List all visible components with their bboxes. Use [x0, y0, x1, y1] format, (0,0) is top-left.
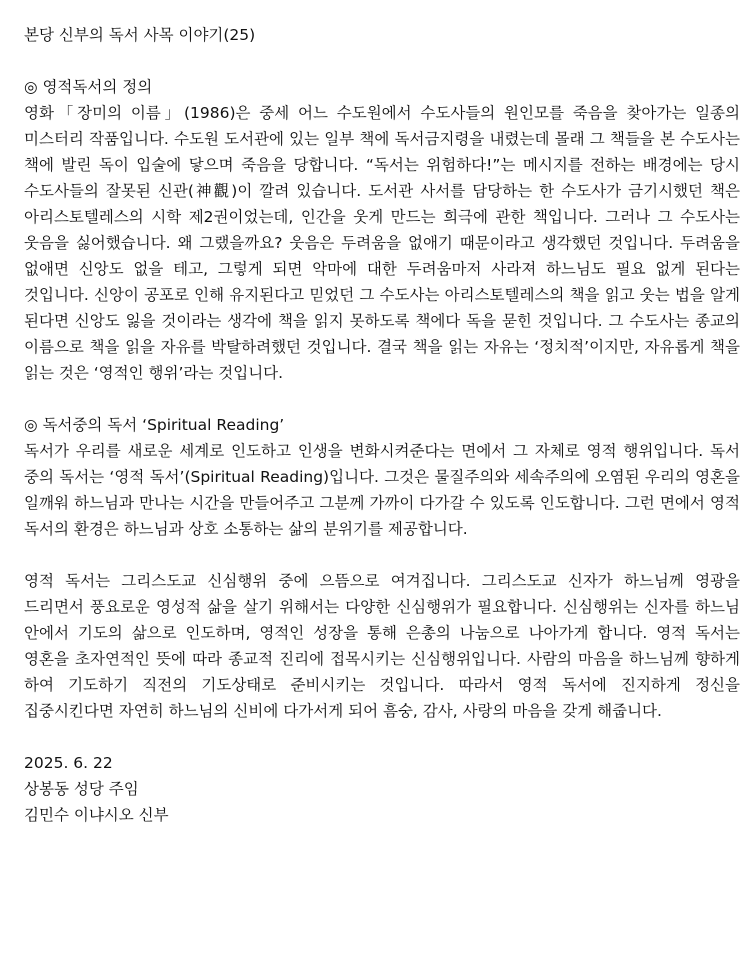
section-body-definition: 영화「장미의 이름」(1986)은 중세 어느 수도원에서 수도사들의 원인모를 죽음을 찾아가는 일종의 미스터리 작품입니다. 수도원 도서관에 있는 일부 책에 독서금지령을 내렸는데 몰래 그 책들을 본 수도사는 책에 발린 독이 입술에 닿으며 죽음을 당합니다. “독서는 위험하다!”는 메시지를 전하는 배경에는 당시 수도사들의 잘못된 신관(神觀)이 깔려 있습니다. 도서관 사서를 담당하는 한 수도사가 금기시했던 책은 아리스토텔레스의 시학 제2권이었는데, 인간을 웃게 만드는 희극에 관한 책입니다. 그러나 그 수도사는 웃음을 싫어했습니다. 왜 그랬을까요? 웃음은 두려움을 없애기 때문이라고 생각했던 것입니다. 두려움을 없애면 신앙도 없을 테고, 그렇게 되면 악마에 대한 두려움마저 사라져 하느님도 필요 없게 된다는 것입니다. 신앙이 공포로 인해 유지된다고 믿었던 그 수도사는 아리스토텔레스의 책을 읽고 웃는 법을 알게 된다면 신앙도 잃을 것이라는 생각에 책을 읽지 못하도록 책에다 독을 묻힌 것입니다. 그 수도사는 종교의 이름으로 책을 읽을 자유를 박탈하려했던 것입니다. 결국 책을 읽는 자유는 ‘정치적’이지만, 자유롭게 책을 읽는 것은 ‘영적인 행위’라는 것입니다.	[24, 104, 740, 382]
spacer	[24, 48, 740, 74]
spacer	[24, 724, 740, 750]
signature-date: 2025. 6. 22	[24, 754, 113, 772]
section-body-spiritual-reading: 독서가 우리를 새로운 세계로 인도하고 인생을 변화시켜준다는 면에서 그 자체로 영적 행위입니다. 독서 중의 독서는 ‘영적 독서’(Spiritual Reading)입니다. 그것은 물질주의와 세속주의에 오염된 우리의 영혼을 일깨워 하느님과 만나는 시간을 만들어주고 그분께 가까이 다가갈 수 있도록 인도합니다. 그런 면에서 영적 독서의 환경은 하느님과 상호 소통하는 삶의 분위기를 제공합니다.	[24, 442, 740, 538]
spacer	[24, 542, 740, 568]
signature-name: 김민수 이냐시오 신부	[24, 806, 169, 824]
section-heading-definition: ◎ 영적독서의 정의	[24, 78, 153, 96]
document-title: 본당 신부의 독서 사목 이야기(25)	[24, 26, 256, 44]
section-body-devotion: 영적 독서는 그리스도교 신심행위 중에 으뜸으로 여겨집니다. 그리스도교 신자가 하느님께 영광을 드리면서 풍요로운 영성적 삶을 살기 위해서는 다양한 신심행위가 필요합니다. 신심행위는 신자를 하느님 안에서 기도의 삶으로 인도하며, 영적인 성장을 통해 은총의 나눔으로 나아가게 합니다. 영적 독서는 영혼을 초자연적인 뜻에 따라 종교적 진리에 접목시키는 신심행위입니다. 사람의 마음을 하느님께 향하게 하여 기도하기 직전의 기도상태로 준비시키는 것입니다. 따라서 영적 독서에 진지하게 정신을 집중시킨다면 자연히 하느님의 신비에 다가서게 되어 흠숭, 감사, 사랑의 마음을 갖게 해줍니다.	[24, 572, 740, 720]
signature-position: 상봉동 성당 주임	[24, 780, 139, 798]
section-heading-spiritual-reading: ◎ 독서중의 독서 ‘Spiritual Reading’	[24, 416, 285, 434]
spacer	[24, 386, 740, 412]
